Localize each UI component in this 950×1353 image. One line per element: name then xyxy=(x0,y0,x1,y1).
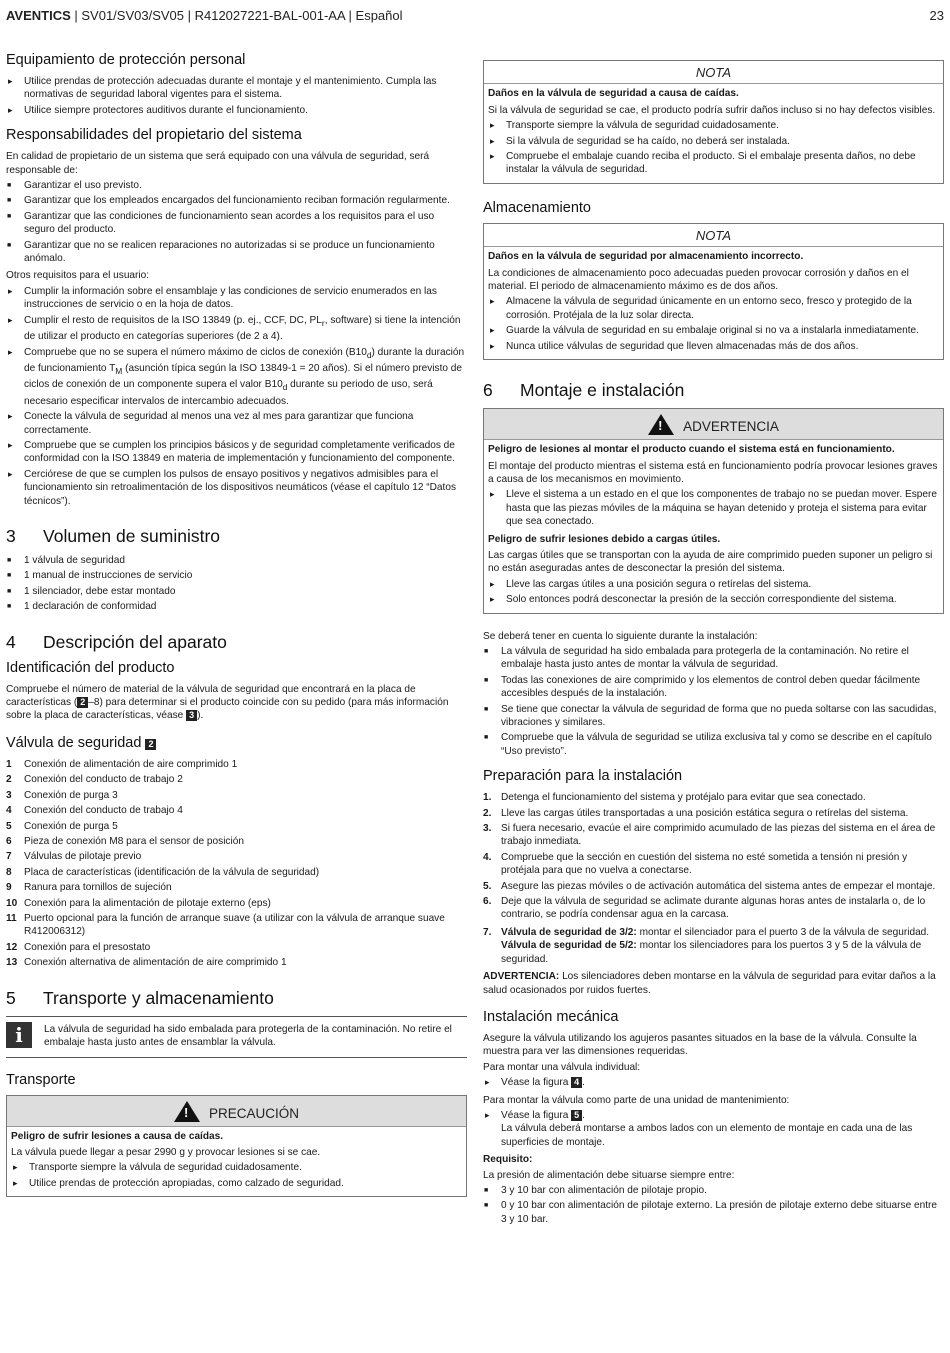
list-item: 5 Conexión de purga 5 xyxy=(6,820,118,832)
list-item: ▸ Utilice prendas de protección apropiadas, como calzado de seguridad. xyxy=(11,1177,462,1190)
page-header xyxy=(6,8,944,26)
list-item: ▸ Almacene la válvula de seguridad únicamente en un entorno seco, fresco y protegido de la corrosión. Protéjala de la luz solar directa. xyxy=(488,295,939,322)
list-item: ▸ Solo entonces podrá desconectar la presión de la sección correspondiente del sistema. xyxy=(488,593,939,606)
list-item: 4 Conexión del conducto de trabajo 4 xyxy=(6,805,183,817)
identification-heading: Identificación del producto xyxy=(6,659,175,676)
prep-heading: Preparación para la instalación xyxy=(483,768,683,785)
list-item: 7. Válvula de seguridad de 3/2: montar el silenciador para el puerto 3 de la válvula de seguridad. Válvula de seguridad de 5/2: montar los silenciadores para los puertos 3 y 5 de la válvula de seguridad. xyxy=(483,926,930,965)
list-item: ▸ Compruebe que no se supera el número máximo de ciclos de conexión $(B10_d)$ durante la duración de funcionamiento $T_M$ (asunción típica según la ISO 13849-1 = 20 años). Si el número previsto de ciclos de conexión de un componente supera el valor $B10_d$ durante su periodo de uso, será necesario especificar intervalos de intercambio adecuados. xyxy=(6,346,467,409)
ppe-heading: Equipamiento de protección personal xyxy=(6,52,246,68)
page-number: 23 xyxy=(929,8,944,23)
note-label: NOTA xyxy=(484,61,943,84)
list-item: 7 Válvulas de pilotaje previo xyxy=(6,851,142,863)
list-item: ■ 3 y 10 bar con alimentación de pilotaje propio. xyxy=(483,1184,944,1197)
list-item: ▸ Compruebe el embalaje cuando reciba el producto. Si el embalaje presenta daños, no debe instalar la válvula de seguridad. xyxy=(488,150,939,177)
list-item: ■ 1 silenciador, debe estar montado xyxy=(6,585,467,598)
list-item: 11 Puerto opcional para la función de arranque suave (a utilizar con la válvula de arranque suave R412006312) xyxy=(6,912,445,938)
mech-text: Para montar la válvula como parte de una unidad de mantenimiento: xyxy=(483,1094,790,1106)
mech-text: Asegure la válvula utilizando los agujeros pasantes situados en la base de la válvula. Consulte la muestra para ver las dimensiones requeridas. xyxy=(483,1032,917,1058)
delivery-list xyxy=(6,554,467,614)
section-5-heading: 5 Transporte y almacenamiento xyxy=(6,987,274,1008)
caution-text: La válvula puede llegar a pesar 2990 g y provocar lesiones si se cae. xyxy=(11,1146,321,1158)
list-item: ▸ Cerciórese de que se cumplen los pulsos de ensayo positivos y negativos admisibles para el funcionamiento sin retroalimentación de los dispositivos neumáticos (véase el capítulo 12 “Datos técnicos”). xyxy=(6,468,467,508)
list-item: ▸ Utilice siempre protectores auditivos durante el funcionamiento. xyxy=(6,104,467,117)
section-6-heading: 6 Montaje e instalación xyxy=(483,380,685,401)
list-item: ▸ Utilice prendas de protección adecuadas durante el montaje y el mantenimiento. Cumpla las normativas de seguridad laboral vigentes para el sistema. xyxy=(6,75,467,102)
doc-reference: | SV01/SV03/SV05 | R412027221-BAL-001-AA | Español xyxy=(70,8,403,23)
list-item: ■ 1 válvula de seguridad xyxy=(6,554,467,567)
list-item: ■ Garantizar que las condiciones de funcionamiento sean acordes a los requisitos para el uso seguro del producto. xyxy=(6,210,467,237)
valve-heading: Válvula de seguridad 2 xyxy=(6,735,467,752)
warning-icon xyxy=(648,414,674,435)
list-item: ▸ Nunca utilice válvulas de seguridad que lleven almacenadas más de dos años. xyxy=(488,340,939,353)
owner-heading: Responsabilidades del propietario del sistema xyxy=(6,127,302,144)
list-item: ■ Garantizar que no se realicen reparaciones no autorizadas si se produce un funcionamiento anómalo. xyxy=(6,239,467,266)
info-text: La válvula de seguridad ha sido embalada para protegerla de la contaminación. No retire el embalaje hasta justo antes de ensamblar la válvula. xyxy=(44,1023,452,1048)
info-icon: i xyxy=(6,1022,32,1048)
mech-heading: Instalación mecánica xyxy=(483,1008,619,1025)
install-list xyxy=(483,645,944,758)
figure-badge: 3 xyxy=(186,710,197,721)
section-4-heading: 4 Descripción del aparato xyxy=(6,631,227,652)
list-item: ▸ Véase la figura 5 . La válvula deberá montarse a ambos lados con un elemento de montaje en cada una de las superficies de montaje. xyxy=(483,1109,944,1149)
list-item: ■ Garantizar que los empleados encargados del funcionamiento reciban formación regularmente. xyxy=(6,194,467,207)
brand-name: AVENTICS xyxy=(6,8,71,23)
right-column xyxy=(483,60,944,1230)
caution-head: Peligro de sufrir lesiones a causa de caídas. xyxy=(11,1130,224,1142)
list-item: 2. Lleve las cargas útiles transportadas a una posición estática segura o retírelas del sistema. xyxy=(483,807,909,819)
list-item: ■ 1 manual de instrucciones de servicio xyxy=(6,569,467,582)
requirements-list xyxy=(6,285,467,508)
note-box-falls xyxy=(483,60,944,184)
list-item: ■ Compruebe que la válvula de seguridad se utiliza exclusiva tal y como se describe en el capítulo “Uso previsto”. xyxy=(483,731,944,758)
prep-steps xyxy=(483,791,944,922)
list-item: ▸ Cumplir el resto de requisitos de la ISO 13849 (p. ej., CCF, DC, $PL_r$, software) si tiene la intención de utilizar el producto en categorías superiores (de 2 a 4). xyxy=(6,314,467,344)
list-item: 4. Compruebe que la sección en cuestión del sistema no esté sometida a tensión ni presión y protéjala para que no vuelva a conectarse. xyxy=(483,851,908,877)
figure-badge: 2 xyxy=(77,697,88,708)
identification-text: Compruebe el número de material de la válvula de seguridad que encontrará en la placa de características ( 2 –8) para determinar si el producto coincide con su pedido (para más información sobre la placa de características, véase 3 ). xyxy=(6,683,449,722)
list-item: ▸ Transporte siempre la válvula de seguridad cuidadosamente. xyxy=(11,1161,462,1174)
list-item: ▸ Guarde la válvula de seguridad en su embalaje original si no va a instalarla inmediatamente. xyxy=(488,324,939,337)
list-item: 1. Detenga el funcionamiento del sistema y protéjalo para evitar que sea conectado. xyxy=(483,792,866,804)
list-item: 12 Conexión para el presostato xyxy=(6,941,151,953)
list-item: ■ 1 declaración de conformidad xyxy=(6,600,467,613)
warning-label: !ADVERTENCIA xyxy=(484,409,943,440)
list-item: ▸ Si la válvula de seguridad se ha caído, no deberá ser instalada. xyxy=(488,135,939,148)
list-item: 2 Conexión del conducto de trabajo 2 xyxy=(6,774,183,786)
owner-intro: En calidad de propietario de un sistema que será equipado con una válvula de seguridad, será responsable de: xyxy=(6,151,430,176)
install-intro: Se deberá tener en cuenta lo siguiente durante la instalación: xyxy=(483,630,758,642)
warning-head: Peligro de sufrir lesiones debido a cargas útiles. xyxy=(488,533,721,545)
note-label: NOTA xyxy=(484,224,943,247)
warning-text: Las cargas útiles que se transportan con la ayuda de aire comprimido pueden suponer un peligro si no están aseguradas antes de desconectar la presión del sistema. xyxy=(488,549,933,575)
note-head: Daños en la válvula de seguridad a causa de caídas. xyxy=(488,88,739,100)
valve-parts-list xyxy=(6,758,467,970)
warning-icon xyxy=(174,1101,200,1122)
note-box-storage xyxy=(483,223,944,360)
list-item: 6 Pieza de conexión M8 para el sensor de posición xyxy=(6,835,244,847)
list-item: 5. Asegure las piezas móviles o de activación automática del sistema antes de empezar el montaje. xyxy=(483,880,936,892)
list-item: 13 Conexión alternativa de alimentación de aire comprimido 1 xyxy=(6,957,287,969)
info-box xyxy=(6,1016,467,1058)
note-text: La condiciones de almacenamiento poco adecuadas pueden provocar corrosión y daños en el material. El periodo de almacenamiento máximo es de dos años. xyxy=(488,267,909,293)
list-item: ■ Se tiene que conectar la válvula de seguridad de forma que no pueda soltarse con las sacudidas, vibraciones y similares. xyxy=(483,703,944,730)
other-requirements-label: Otros requisitos para el usuario: xyxy=(6,270,150,282)
list-item: ■ 0 y 10 bar con alimentación de pilotaje externo. La presión de pilotaje externo debe situarse entre 3 y 10 bar. xyxy=(483,1199,944,1226)
list-item: 1 Conexión de alimentación de aire comprimido 1 xyxy=(6,758,238,770)
warning-text: El montaje del producto mientras el sistema está en funcionamiento podría provocar lesiones graves a causa de los mecanismos en movimiento. xyxy=(488,460,938,485)
list-item: ■ Garantizar el uso previsto. xyxy=(6,179,467,192)
list-item: ▸ Compruebe que se cumplen los principios básicos y de seguridad completamente verificados de conformidad con la ISO 13849 en materia de implementación y funcionamiento del componente. xyxy=(6,439,467,466)
figure-badge: 4 xyxy=(571,1077,582,1088)
list-item: ▸ Transporte siempre la válvula de seguridad cuidadosamente. xyxy=(488,119,939,132)
figure-badge: 2 xyxy=(145,739,156,750)
section-3-heading: 3 Volumen de suministro xyxy=(6,526,221,547)
caution-label: !PRECAUCIÓN xyxy=(7,1096,466,1127)
ppe-list xyxy=(6,75,467,117)
mech-text: Para montar una válvula individual: xyxy=(483,1061,641,1073)
prep-warning: ADVERTENCIA: Los silenciadores deben montarse en la válvula de seguridad para evitar daños a la salud ocasionados por ruidos fuertes. xyxy=(483,971,936,996)
list-item: ■ La válvula de seguridad ha sido embalada para protegerla de la contaminación. No retire el embalaje hasta justo antes de montar la válvula de seguridad. xyxy=(483,645,944,672)
note-text: Si la válvula de seguridad se cae, el producto podría sufrir daños incluso si no hay defectos visibles. xyxy=(488,104,936,116)
list-item: ▸ Cumplir la información sobre el ensamblaje y las condiciones de servicio enumerados en las instrucciones de servicio o en la hoja de datos. xyxy=(6,285,467,312)
list-item: 3 Conexión de purga 3 xyxy=(6,789,118,801)
transport-heading: Transporte xyxy=(6,1071,76,1088)
list-item: 3. Si fuera necesario, evacúe el aire comprimido acumulado de las piezas del sistema en el área de trabajo inmediata. xyxy=(483,823,936,848)
list-item: ▸ Conecte la válvula de seguridad al menos una vez al mes para garantizar que funciona correctamente. xyxy=(6,410,467,437)
list-item: 8 Placa de características (identificación de la válvula de seguridad) xyxy=(6,866,320,878)
requirement-label: Requisito: xyxy=(483,1154,533,1166)
owner-list xyxy=(6,179,467,265)
caution-box xyxy=(6,1095,467,1198)
list-item: ■ Todas las conexiones de aire comprimido y los elementos de control deben quedar fácilmente accesibles después de la instalación. xyxy=(483,674,944,701)
note-head: Daños en la válvula de seguridad por almacenamiento incorrecto. xyxy=(488,251,804,263)
requirement-text: La presión de alimentación debe situarse siempre entre: xyxy=(483,1169,735,1181)
list-item: ▸ Lleve el sistema a un estado en el que los componentes de trabajo no se puedan mover. Espere hasta que las piezas móviles de la máquina se hayan detenido y proteja el sistema para evitar que sea conectado. xyxy=(488,488,939,528)
left-column xyxy=(6,52,467,1203)
warning-box xyxy=(483,408,944,613)
figure-badge: 5 xyxy=(571,1110,582,1121)
storage-heading: Almacenamiento xyxy=(483,199,591,216)
warning-head: Peligro de lesiones al montar el producto cuando el sistema está en funcionamiento. xyxy=(488,444,895,456)
list-item: 9 Ranura para tornillos de sujeción xyxy=(6,882,172,894)
list-item: ▸ Lleve las cargas útiles a una posición segura o retírelas del sistema. xyxy=(488,578,939,591)
list-item: 6. Deje que la válvula de seguridad se aclimate durante algunas horas antes de instalarla o, de lo contrario, se podría condensar agua en la carcasa. xyxy=(483,896,926,921)
list-item: ▸ Véase la figura 4 . xyxy=(483,1076,944,1089)
list-item: 10 Conexión para la alimentación de pilotaje externo (eps) xyxy=(6,897,271,909)
